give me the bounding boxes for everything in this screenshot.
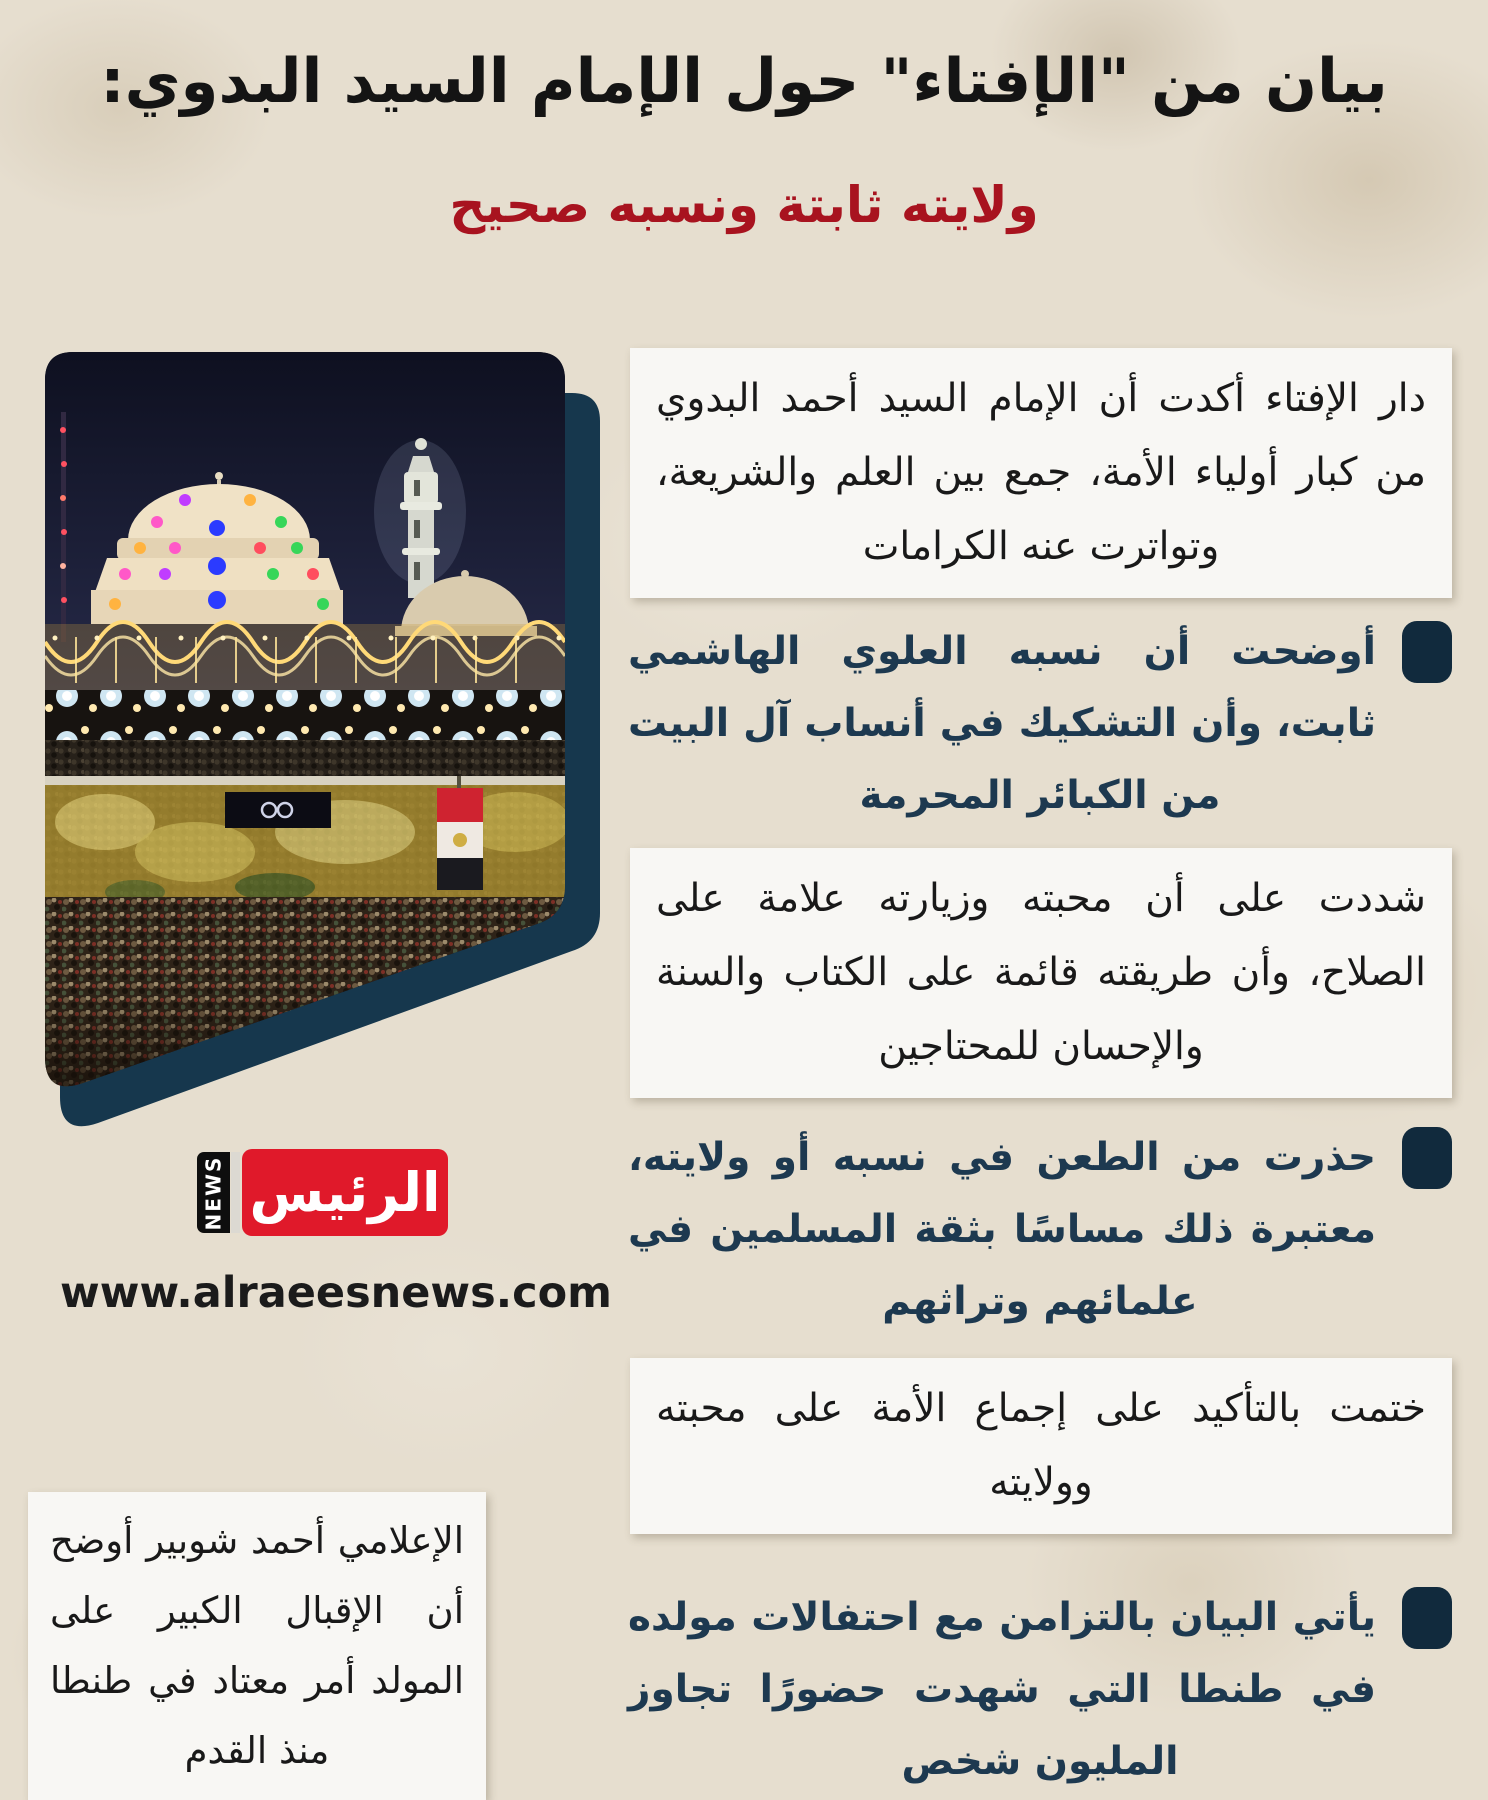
- statement-bullet-3: [628, 1582, 1452, 1798]
- news-label: NEWS: [201, 1155, 226, 1230]
- statement-card-1: [630, 348, 1452, 598]
- mosque-photo: [45, 352, 565, 1097]
- brand-name: الرئيس: [249, 1161, 441, 1224]
- website-url: www.alraeesnews.com: [60, 1268, 612, 1318]
- bullet-square-icon: [1402, 621, 1452, 683]
- alraees-logo: [242, 1149, 448, 1236]
- side-note-text: الإعلامي أحمد شوبير أوضح أن الإقبال الكبير على المولد أمر معتاد في طنطا منذ القدم: [50, 1519, 464, 1772]
- logo-divider-strip: [231, 1152, 240, 1233]
- statement-text: دار الإفتاء أكدت أن الإمام السيد أحمد البدوي من كبار أولياء الأمة، جمع بين العلم والشريعة، وتواترت عنه الكرامات: [656, 376, 1426, 569]
- bullet-square-icon: [1402, 1587, 1452, 1649]
- statement-card-2: [630, 848, 1452, 1098]
- poster-subtitle: ولايته ثابتة ونسبه صحيح: [449, 176, 1039, 234]
- mosque-night-scene: [45, 352, 565, 1097]
- side-note-card: [28, 1492, 486, 1800]
- statement-text: أوضحت أن نسبه العلوي الهاشمي ثابت، وأن التشكيك في أنساب آل البيت من الكبائر المحرمة: [628, 629, 1376, 818]
- statement-text: شددت على أن محبته وزيارته علامة على الصلاح، وأن طريقته قائمة على الكتاب والسنة والإحسان للمحتاجين: [656, 876, 1426, 1069]
- statement-card-3: [630, 1358, 1452, 1534]
- statement-bullet-1: [628, 616, 1452, 832]
- alraees-logo-news-tag: [197, 1152, 230, 1233]
- statement-text: ختمت بالتأكيد على إجماع الأمة على محبته وولايته: [656, 1386, 1426, 1505]
- statement-text: يأتي البيان بالتزامن مع احتفالات مولده في طنطا التي شهدت حضورًا تجاوز المليون شخص: [628, 1595, 1376, 1784]
- poster-title: بيان من "الإفتاء" حول الإمام السيد البدوي:: [100, 46, 1388, 117]
- statement-bullet-2: [628, 1122, 1452, 1338]
- bullet-square-icon: [1402, 1127, 1452, 1189]
- statement-text: حذرت من الطعن في نسبه أو ولايته، معتبرة ذلك مساسًا بثقة المسلمين في علمائهم وتراثهم: [628, 1135, 1376, 1324]
